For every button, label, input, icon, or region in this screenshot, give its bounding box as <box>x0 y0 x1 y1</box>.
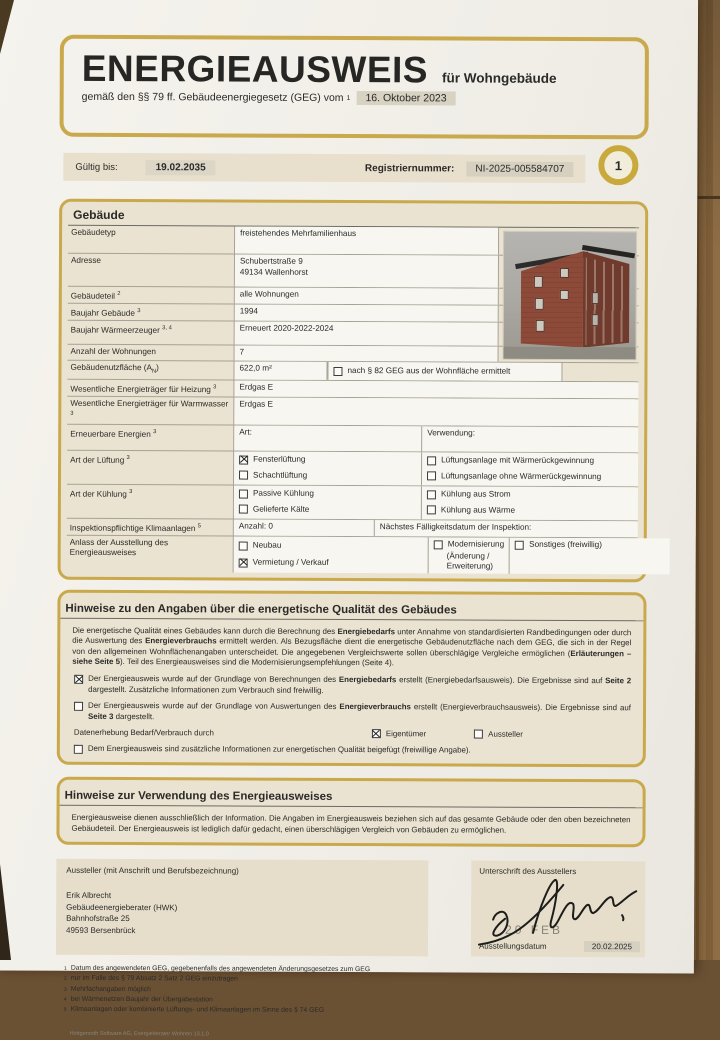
checkbox <box>427 456 436 465</box>
field-value: Erneuert 2020-2022-2024 <box>234 322 499 346</box>
page-number-badge: 1 <box>598 145 638 185</box>
meta-row <box>63 153 646 188</box>
usage-hints-title: Hinweise zur Verwendung des Energieausweises <box>60 787 643 809</box>
issue-reason-col1: Neubau Vermietung / Verkauf <box>233 536 428 573</box>
aircon-next-inspection: Nächstes Fälligkeitsdatum der Inspektion: <box>374 520 638 537</box>
quality-hints-section <box>57 590 647 768</box>
field-label: Wesentliche Energieträger für Heizung $^3$ <box>70 384 217 394</box>
field-label: Erneuerbare Energien $^3$ <box>70 428 157 439</box>
checkbox <box>474 730 483 739</box>
ventilation-options-right: Lüftungsanlage mit Wärmerückgewinnung Lüftungsanlage ohne Wärmerückgewinnung <box>421 452 638 486</box>
registration-label: Registriernummer: <box>364 162 455 174</box>
quality-hints-title: Hinweise zu den Angaben über die energetische Qualität des Gebäudes <box>60 600 643 622</box>
header-box <box>60 35 649 140</box>
field-value: freistehendes Mehrfamilienhaus <box>234 227 499 255</box>
quality-hints-paragraph: Die energetische Qualität eines Gebäudes kann durch die Berechnung des Energiebedarfs unter Annahme von standardisierten Randbedingungen oder durch die Auswertung des Energieverbrauchs ermittelt werden. Als Bezugsfläche dient die energetische Gebäudenutzfläche nach dem GEG, die sich in der Regel von den allgemeinen Wohnflächenangaben unterscheidet. Die angegebenen Vergleichswerte sollen überschlägige Vergleiche ermöglichen (Erläuterungen – siehe Seite 5). Teil des Energieausweises sind die Modernisierungsempfehlungen (Seite 4). <box>72 625 632 668</box>
document-subtitle: für Wohngebäude <box>441 70 557 86</box>
window <box>592 292 599 304</box>
ventilation-options-left: Fensterlüftung Schachtlüftung <box>233 451 421 485</box>
checkbox <box>372 729 381 738</box>
field-label: Art der Kühlung $^3$ <box>69 488 133 499</box>
window <box>560 290 569 300</box>
additional-info-option: Dem Energieausweis sind zusätzliche Informationen zur energetischen Qualität beigefügt (freiwillige Angabe). <box>74 744 631 757</box>
law-date: 16. Oktober 2023 <box>356 91 455 105</box>
usage-hints-paragraph: Energieausweise dienen ausschließlich der Information. Die Angaben im Energieausweis beziehen sich auf das gesamte Gebäude oder den oben bezeichneten Gebäudeteil. Der Energieausweis ist lediglich dafür gedacht, einen überschlägigen Vergleich von Gebäuden zu ermöglichen. <box>71 813 631 835</box>
field-label: Inspektionspflichtige Klimaanlagen $^5$ <box>69 522 201 533</box>
table-row <box>67 450 638 486</box>
aircon-count: Anzahl: 0 <box>233 519 374 536</box>
window <box>536 320 545 332</box>
checkbox <box>74 675 83 684</box>
checkbox <box>427 472 436 481</box>
issuer-address: Erik Albrecht Gebäudeenergieberater (HWK) Bahnhofstraße 25 49593 Bersenbrück <box>66 891 178 935</box>
verbrauchsausweis-option: Der Energieausweis wurde auf der Grundlage von Auswertungen des Energieverbrauchs erstellt (Energieverbrauchsausweis). Die Ergebnisse sind auf Seite 3 dargestellt. <box>74 701 631 724</box>
field-value: alle Wohnungen <box>234 288 499 305</box>
checkbox <box>239 489 248 498</box>
checkbox <box>239 471 248 480</box>
field-label: Baujahr Wärmeerzeuger $^{3, 4}$ <box>70 325 172 336</box>
checkbox <box>74 702 83 711</box>
footnotes: 1 Datum des angewendeten GEG, gegebenenfalls des angewendeten Änderungsgesetzes zum GEG 2 nur im Falle des § 79 Absatz 2 Satz 2 GEG einzutragen 3 Mehrfachangaben möglich 4 bei Wärmenetzen Baujahr der Übergabestation 5 Klimaanlagen oder kombinierte Lüftungs- und Klimaanlagen im Sinne des § 74 GEG <box>63 965 371 1014</box>
date-stamp: 20 FEB <box>505 922 564 938</box>
field-value: Erdgas E <box>233 380 638 398</box>
valid-until-date: 19.02.2035 <box>146 160 216 175</box>
signature-block <box>471 861 645 958</box>
checkbox <box>333 367 342 376</box>
cooling-options-left: Passive Kühlung Gelieferte Kälte <box>233 485 421 519</box>
field-label: Gebäudeteil $^2$ <box>70 290 121 301</box>
field-label: Gebäudenutzfläche $(A_N)$ <box>70 363 159 376</box>
issue-date-row <box>479 941 640 953</box>
table-row <box>67 484 638 520</box>
valid-until-label: Gültig bis: <box>75 161 118 173</box>
checkbox <box>74 745 83 754</box>
field-label: Adresse <box>70 255 102 265</box>
issue-date-label: Ausstellungsdatum <box>478 941 547 952</box>
field-value: 7 <box>234 346 499 362</box>
checkbox <box>239 505 248 514</box>
issuer-section <box>56 859 645 958</box>
table-row <box>67 397 638 427</box>
field-label: Gebäudetyp <box>71 227 116 237</box>
validity-strip <box>63 153 585 183</box>
table-row <box>67 424 638 452</box>
issue-reason-col3: Sonstiges (freiwillig) <box>509 538 670 575</box>
renewables-verwendung: Verwendung: <box>421 426 638 452</box>
issue-reason-col2: Modernisierung (Änderung / Erweiterung) <box>428 537 510 573</box>
issuer-address-block <box>56 859 428 957</box>
checkbox <box>239 455 248 464</box>
law-reference: gemäß den §§ 79 ff. Gebäudeenergiegesetz (GEG) vom <box>81 90 344 104</box>
field-label: Wesentliche Energieträger für Warmwasser $^3$ <box>70 398 229 418</box>
window <box>535 298 544 310</box>
checkbox <box>434 540 443 549</box>
signature <box>471 866 645 946</box>
field-label: Baujahr Gebäude $^3$ <box>70 308 141 319</box>
table-row <box>67 536 638 574</box>
area-method-option: nach § 82 GEG aus der Wohnfläche ermittelt <box>327 362 562 380</box>
checkbox <box>427 506 436 515</box>
checkbox <box>239 558 248 567</box>
building-section-title: Gebäude <box>68 205 639 228</box>
footnote-marker: 1 <box>346 94 351 102</box>
window <box>592 314 599 326</box>
issue-date-value: 20.02.2025 <box>584 941 640 952</box>
window <box>560 268 569 278</box>
field-value: Erdgas E <box>233 397 638 426</box>
ground <box>504 347 636 360</box>
window <box>534 276 543 288</box>
checkbox <box>239 541 248 550</box>
field-value: Schubertstraße 9 49134 Wallenhorst <box>234 255 499 288</box>
software-footer: Hottgenroth Software AG, Energieberater Wohnen 13.1.0 <box>69 1031 209 1038</box>
bedarfsausweis-option: Der Energieausweis wurde auf der Grundlage von Berechnungen des Energiebedarfs erstellt (Energiebedarfsausweis). Die Ergebnisse sind auf Seite 2 dargestellt. Zusätzliche Informationen zum Verbrauch sind freiwillig. <box>74 674 631 697</box>
checkbox <box>515 541 524 550</box>
registration-number: NI-2025-005584707 <box>466 161 573 176</box>
field-label: Anzahl der Wohnungen <box>70 347 157 357</box>
field-value: 1994 <box>234 305 499 322</box>
building-section <box>58 199 649 582</box>
document-title: ENERGIEAUSWEIS <box>81 47 429 91</box>
usage-hints-section <box>56 777 645 847</box>
building-photo <box>503 231 638 361</box>
checkbox <box>427 490 436 499</box>
field-value: 622,0 m² <box>233 362 327 380</box>
cooling-options-right: Kühlung aus Strom Kühlung aus Wärme <box>421 486 638 520</box>
signature-label: Unterschrift des Ausstellers <box>479 866 577 877</box>
renewables-art: Art: <box>233 425 421 451</box>
field-label: Art der Lüftung $^3$ <box>70 454 130 465</box>
issuer-label: Aussteller (mit Anschrift und Berufsbezeichnung) <box>66 866 239 876</box>
field-label: Anlass der Ausstellung des Energieausweises <box>69 537 169 558</box>
data-collection-line: Datenerhebung Bedarf/Verbrauch durch Eigentümer Aussteller <box>73 727 523 739</box>
